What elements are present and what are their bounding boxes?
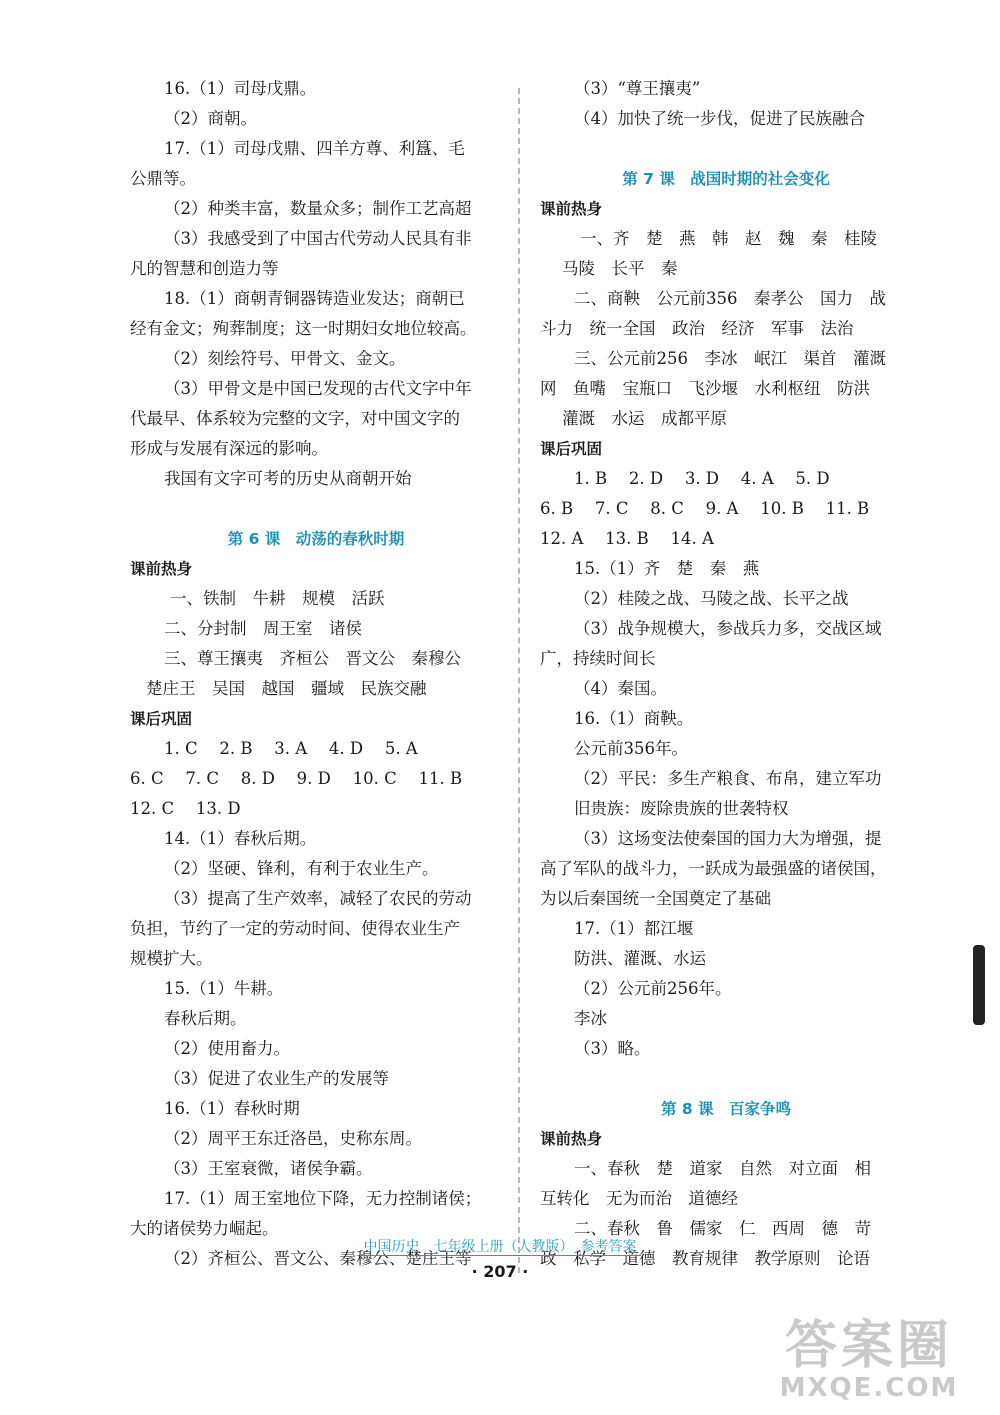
answer-line: 斗力 统一全国 政治 经济 军事 法治: [540, 319, 854, 338]
section-heading: 课前热身: [540, 1130, 603, 1148]
answer-line: 公鼎等。: [130, 169, 196, 188]
answer-line: 一、铁制 牛耕 规模 活跃: [170, 589, 385, 608]
answer-line: 旧贵族：废除贵族的世袭特权: [574, 799, 789, 818]
answer-line: （3）促进了农业生产的发展等: [164, 1069, 389, 1088]
page-edge-mark: [973, 945, 985, 1025]
answer-line: 6. B 7. C 8. C 9. A 10. B 11. B: [540, 499, 870, 518]
answer-line: （3）提高了生产效率，减轻了农民的劳动: [164, 889, 472, 908]
answer-line: （2）商朝。: [164, 109, 257, 128]
page-number: · 207 ·: [471, 1262, 529, 1281]
answer-line: （4）加快了统一步伐，促进了民族融合: [574, 109, 865, 128]
answer-line: 互转化 无为而治 道德经: [540, 1189, 738, 1208]
answer-line: 17.（1）周王室地位下降，无力控制诸侯；: [164, 1189, 482, 1208]
answer-line: （3）甲骨文是中国已发现的古代文字中年: [164, 379, 472, 398]
answer-line: （3）这场变法使秦国的国力大为增强，提: [574, 829, 882, 848]
answer-line: 二、分封制 周王室 诸侯: [164, 619, 362, 638]
answer-line: 公元前356年。: [574, 739, 688, 758]
answer-line: 大的诸侯势力崛起。: [130, 1219, 279, 1238]
answer-line: （2）使用畜力。: [164, 1039, 290, 1058]
answer-line: 政 私学 道德 教育规律 教学原则 论语: [540, 1249, 870, 1268]
answer-line: 防洪、灌溉、水运: [574, 949, 706, 968]
answer-line: 我国有文字可考的历史从商朝开始: [164, 469, 412, 488]
answer-line: （2）公元前256年。: [574, 979, 732, 998]
answer-line: （2）坚硬、锋利，有利于农业生产。: [164, 859, 439, 878]
answer-line: 15.（1）牛耕。: [164, 979, 284, 998]
answer-line: （2）平民：多生产粮食、布帛，建立军功: [574, 769, 882, 788]
section-heading: 课后巩固: [130, 710, 193, 728]
answer-line: （3）我感受到了中国古代劳动人民具有非: [164, 229, 472, 248]
lesson-title: 第 6 课 动荡的春秋时期: [227, 530, 405, 548]
answer-line: 马陵 长平 秦: [562, 259, 678, 278]
answer-line: 经有金文；殉葬制度；这一时期妇女地位较高。: [130, 319, 477, 338]
answer-line: 凡的智慧和创造力等: [130, 259, 279, 278]
answer-line: 一、齐 楚 燕 韩 赵 魏 秦 桂陵: [580, 229, 877, 248]
answer-line: 17.（1）都江堰: [574, 919, 694, 938]
answer-line: 一、春秋 楚 道家 自然 对立面 相: [574, 1159, 871, 1178]
answer-line: 17.（1）司母戊鼎、四羊方尊、利簋、毛: [164, 139, 465, 158]
answer-line: 16.（1）司母戊鼎。: [164, 79, 317, 98]
answer-line: 1. B 2. D 3. D 4. A 5. D: [574, 469, 830, 488]
section-heading: 课前热身: [130, 560, 193, 578]
answer-line: （3）战争规模大，参战兵力多，交战区域: [574, 619, 882, 638]
answer-line: （3）王室衰微，诸侯争霸。: [164, 1159, 373, 1178]
answer-line: （2）种类丰富，数量众多；制作工艺高超: [164, 199, 472, 218]
answer-line: （3）“尊王攘夷”: [574, 79, 701, 98]
answer-line: （4）秦国。: [574, 679, 667, 698]
answer-line: （2）齐桓公、晋文公、秦穆公、楚庄王等: [164, 1249, 472, 1268]
watermark-domain: MXQE.COM: [779, 1373, 959, 1403]
answer-line: 14.（1）春秋后期。: [164, 829, 317, 848]
answer-line: 1. C 2. B 3. A 4. D 5. A: [164, 739, 418, 758]
answer-line: 李冰: [574, 1009, 607, 1028]
answer-line: （2）桂陵之战、马陵之战、长平之战: [574, 589, 849, 608]
answer-line: （3）略。: [574, 1039, 651, 1058]
answer-line: 三、尊王攘夷 齐桓公 晋文公 秦穆公: [164, 649, 461, 668]
answer-line: 二、春秋 鲁 儒家 仁 西周 德 苛: [574, 1219, 871, 1238]
footer-book-title-text: 中国历史 七年级上册（人教版） 参考答案: [360, 1239, 641, 1256]
answer-line: 楚庄王 吴国 越国 疆域 民族交融: [146, 679, 427, 698]
answer-line: 6. C 7. C 8. D 9. D 10. C 11. B: [130, 769, 463, 788]
answer-line: 代最早、体系较为完整的文字，对中国文字的: [130, 409, 460, 428]
answer-line: 高了军队的战斗力，一跃成为最强盛的诸侯国，: [540, 859, 887, 878]
answer-line: 15.（1）齐 楚 秦 燕: [574, 559, 760, 578]
answer-line: 三、公元前256 李冰 岷江 渠首 灌溉: [574, 349, 886, 368]
watermark-text: 答案圈: [784, 1316, 953, 1376]
answer-line: 形成与发展有深远的影响。: [130, 439, 328, 458]
answer-line: （2）周平王东迁洛邑，史称东周。: [164, 1129, 422, 1148]
answer-line: 18.（1）商朝青铜器铸造业发达；商朝已: [164, 289, 465, 308]
footer-book-title: [0, 1236, 1000, 1256]
section-heading: 课后巩固: [540, 440, 603, 458]
answer-line: 广，持续时间长: [540, 649, 656, 668]
answer-line: 负担，节约了一定的劳动时间、使得农业生产: [130, 919, 460, 938]
answer-line: 16.（1）商鞅。: [574, 709, 694, 728]
answer-line: 春秋后期。: [164, 1009, 247, 1028]
lesson-title: 第 8 课 百家争鸣: [660, 1100, 792, 1118]
answer-line: 二、商鞅 公元前356 秦孝公 国力 战: [574, 289, 886, 308]
lesson-title: 第 7 课 战国时期的社会变化: [622, 170, 830, 188]
answer-line: 12. A 13. B 14. A: [540, 529, 714, 548]
answer-line: 灌溉 水运 成都平原: [562, 409, 727, 428]
answer-line: 16.（1）春秋时期: [164, 1099, 300, 1118]
section-heading: 课前热身: [540, 200, 603, 218]
answer-line: （2）刻绘符号、甲骨文、金文。: [164, 349, 406, 368]
answer-line: 12. C 13. D: [130, 799, 241, 818]
watermark-logo: [754, 1318, 984, 1402]
answer-line: 为以后秦国统一全国奠定了基础: [540, 889, 771, 908]
answer-line: 规模扩大。: [130, 949, 213, 968]
column-divider: [518, 88, 520, 1273]
answer-line: 网 鱼嘴 宝瓶口 飞沙堰 水利枢纽 防洪: [540, 379, 870, 398]
